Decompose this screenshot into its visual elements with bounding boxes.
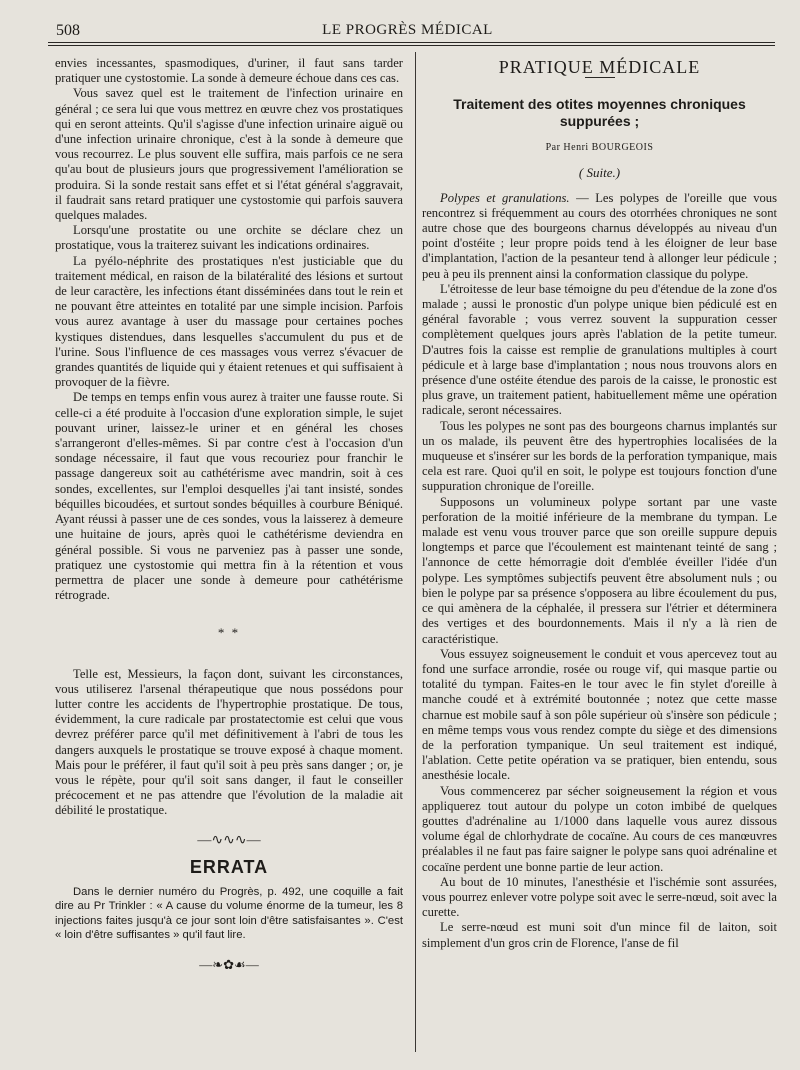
paragraph: Vous essuyez soigneusement le conduit et vous apercevez tout au fond une surface arrondie, rosée ou rouge vif, qui masque partie ou totalité du tympan. Faites-en le tour avec le fin stylet d'oreille à manche coudé et à extrémité boutonnée ; notez que cette masse charnue est mobile sauf à son pôle supérieur où s'insère son pédicule ; en même temps vous vous rendez compte du siège et des dimensions de la perforation tympanique. Un seul traitement est indiqué, l'ablation. Cette petite opération va se pratiquer, bien entendu, sous anesthésie locale. bbox=[422, 646, 777, 783]
journal-title: LE PROGRÈS MÉDICAL bbox=[322, 22, 493, 38]
paragraph-lead: Polypes et granulations. bbox=[440, 190, 570, 205]
continuation-label: ( Suite.) bbox=[578, 165, 621, 181]
errata-text: Dans le dernier numéro du Progrès, p. 492, une coquille a fait dire au Pr Trinkler : « A cause du volume énorme de la tumeur, les 8 injections faites jusqu'à ce jour sont loin d'être satisfaisantes ». C'est « loin d'être suffisantes » qu'il faut lire. bbox=[55, 885, 403, 942]
paragraph: Vous savez quel est le traitement de l'infection urinaire en général ; ce sera lui que vous mettrez en œuvre chez vos prostatiques qui en seront atteints. Qu'il s'agisse d'une infection urinaire aiguë ou d'une infection urinaire chronique, c'est à la sonde à demeure que vous recourrez. Le plus souvent elle suffira, mais parfois ce ne sera qu'au bout de plusieurs jours que progressivement l'amélioration se produira. Si la sonde restait sans effet et si l'état général s'aggravait, il faudrait sans retard pratiquer une cystostomie qui parfois sauvera quelques malades. bbox=[55, 86, 403, 223]
paragraph: L'étroitesse de leur base témoigne du peu d'étendue de la zone d'os malade ; aussi le pronostic d'un polype unique bien pédiculé est en général favorable ; vous verrez souvent la suppuration cesser complètement quelques jours après l'ablation de la petite tumeur. D'autres fois la caisse est remplie de granulations multiples à court pédicule et à large base d'implantation ; nous nous trouvons alors en présence d'une ostéite étendue des parois de la caisse, le pronostic est plus grave, un traitement patient, habituellement même une opération radicale, seront nécessaires. bbox=[422, 281, 777, 418]
paragraph: envies incessantes, spasmodiques, d'uriner, il faut sans tarder pratiquer une cystostomie. La sonde à demeure échoue dans ces cas. bbox=[55, 56, 403, 86]
ornament-divider: —∿∿∿— bbox=[197, 832, 261, 848]
paragraph bbox=[422, 191, 777, 282]
paragraph: Telle est, Messieurs, la façon dont, suivant les circonstances, vous utiliserez l'arsenal thérapeutique que nous possédons pour lutter contre les accidents de l'hypertrophie prostatique. De tous, évidemment, la cure radicale par prostatectomie est celui que vous devrez préférer parce qu'il met définitivement à l'abri de tous les dangers auxquels le prostatique se trouve exposé à chaque moment. Mais pour le préférer, il faut qu'il soit à peu près sans danger ; or, je vous le répète, pour qu'il soit sans danger, il faut le conseiller précocement et ne pas attendre que l'évolution de la maladie ait débilité le prostatique. bbox=[55, 666, 403, 818]
paragraph: Tous les polypes ne sont pas des bourgeons charnus implantés sur un os malade, ils peuvent être des hypertrophies localisées de la muqueuse et s'insérer sur les bords de la perforation tympanique, mais cela est rare. Quoi qu'il en soit, le polype est toujours fonction d'une suppuration chronique de l'oreille. bbox=[422, 418, 777, 494]
right-column bbox=[422, 57, 777, 951]
errata-heading: ERRATA bbox=[189, 856, 269, 877]
header-rule bbox=[48, 42, 775, 46]
article-title: Traitement des otites moyennes chroniques suppurées ; bbox=[453, 96, 746, 130]
section-rule bbox=[585, 77, 615, 78]
section-title: PRATIQUE MÉDICALE bbox=[498, 57, 701, 77]
page-header bbox=[40, 20, 775, 42]
byline: Par Henri BOURGEOIS bbox=[545, 142, 654, 154]
paragraph-body: — Les polypes de l'oreille que vous rencontrez si fréquemment au cours des otorrhées chroniques ne sont autre chose que des bourgeons charnus développés au niveau d'un point d'ostéite ; leur propre poids tend à les éloigner de leur base d'implantation, l'action de la pesanteur tend à allonger leur pédicule ; peu à peu ils prennent ainsi la conformation classique du polype. bbox=[422, 190, 777, 281]
paragraph: Le serre-nœud est muni soit d'un mince fil de laiton, soit simplement d'un gros crin de Florence, l'anse de fil bbox=[422, 920, 777, 950]
paragraph: De temps en temps enfin vous aurez à traiter une fausse route. Si celle-ci a été produite à l'occasion d'une exploration simple, le sujet pouvant uriner, laissez-le uriner et en général les choses s'arrangeront d'elles-mêmes. Si par contre c'est à l'occasion d'un sondage nécessaire, il faut que vous recouriez pour franchir le passage dangereux soit au cathétérisme avec mandrin, soit à ces sondes, excellentes, sur l'emploi desquelles j'ai tant insisté, sondes béquilles bicoudées, et surtout sondes béquilles à courbure Béniqué. Ayant réussi à passer une de ces sondes, vous la laisserez à demeure une huitaine de jours, après quoi le cathétérisme deviendra en général possible. Si vous ne parveniez pas à passer une sonde, pratiquez une cystostomie qui mettra fin à la rétention et vous permettra de placer une sonde à demeure pour cathétérisme rétrograde. bbox=[55, 390, 403, 603]
left-column bbox=[55, 56, 403, 972]
end-ornament: —❧✿☙— bbox=[199, 956, 259, 972]
paragraph: La pyélo-néphrite des prostatiques n'est justiciable que du traitement médical, en raison de la bilatéralité des lésions et surtout de leur caractère, les infections étant disséminées dans tout le rein et ne pouvant être atteintes en totalité par une simple incision. Parfois vous aurez avantage à user du massage pour certaines poches kystiques distendues, dans lesquelles s'accumulent du pus et de l'urine. Sous l'influence de ces massages vous verrez s'évacuer de grandes quantités de liquide qui y étaient retenues et qui suffisaient à provoquer de la fièvre. bbox=[55, 253, 403, 390]
page-number: 508 bbox=[56, 22, 80, 39]
paragraph: Lorsqu'une prostatite ou une orchite se déclare chez un prostatique, vous la traiterez suivant les indications ordinaires. bbox=[55, 223, 403, 253]
paragraph: Supposons un volumineux polype sortant par une vaste perforation de la moitié inférieure de la membrane du tympan. Le malade est venu vous trouver parce que son oreille suppure depuis longtemps et parce que l'écoulement est maintenant teinté de sang ; l'annonce de cette hémorragie doit d'emblée éveiller l'idée d'un polype. Les symptômes subjectifs peuvent être absolument nuls ; ou bien le polype par sa présence s'opposera au libre écoulement du pus, ce qui amènera de la céphalée, il pressera sur l'étrier et déterminera des vertiges et des bourdonnements. Mais il n'y a là rien de caractéristique. bbox=[422, 494, 777, 646]
section-break-stars: * * bbox=[217, 625, 241, 641]
column-divider bbox=[415, 52, 416, 1052]
paragraph: Vous commencerez par sécher soigneusement la région et vous appliquerez tout autour du polype un coton imbibé de quelques gouttes d'adrénaline au 1/1000 dans laquelle vous aurez dissous volume égal de chlorhydrate de cocaïne. Au cours de ces manœuvres préalables il ne faut pas faire saigner le polype sans quoi adrénaline et cocaïne perdent une bonne partie de leur action. bbox=[422, 783, 777, 874]
paragraph: Au bout de 10 minutes, l'anesthésie et l'ischémie sont assurées, vous pourrez enlever votre polype soit avec le serre-nœud, soit avec la curette. bbox=[422, 874, 777, 920]
